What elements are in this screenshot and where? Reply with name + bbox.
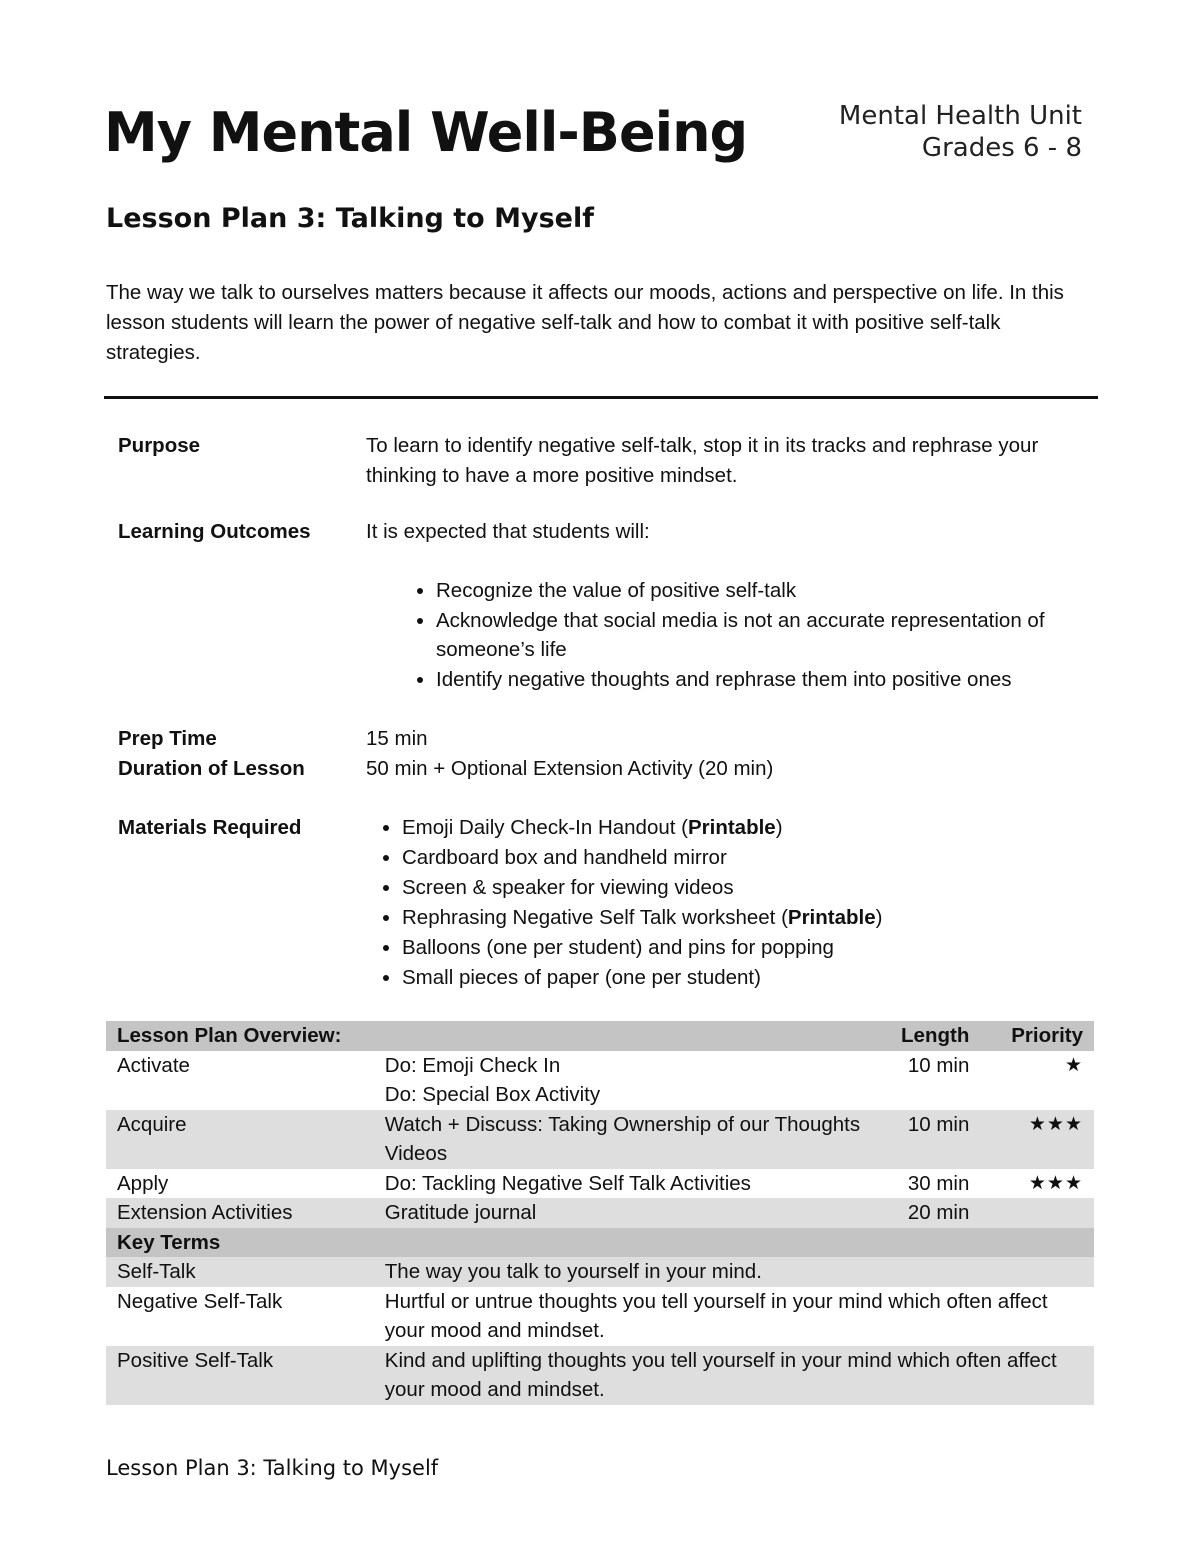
purpose-label: Purpose: [118, 434, 201, 457]
key-terms-header: Key Terms: [106, 1228, 1094, 1258]
closing-paren: ): [875, 906, 883, 929]
priority-header: Priority: [980, 1021, 1094, 1051]
list-item: • Screen & speaker for viewing videos: [402, 873, 1122, 903]
activity-line: Do: Emoji Check In: [384, 1053, 561, 1077]
priority-stars: ★: [1064, 1053, 1083, 1076]
overview-header: Lesson Plan Overview:: [106, 1021, 873, 1051]
table-header-row: [106, 1228, 1094, 1258]
page-title: My Mental Well-Being: [104, 101, 748, 164]
unit-name: Mental Health Unit: [838, 101, 1082, 131]
table-row: [106, 1110, 1094, 1169]
materials-label: Materials Required: [118, 816, 302, 839]
activity-cell: [373, 1051, 873, 1110]
outcomes-intro: It is expected that students will:: [366, 520, 650, 543]
definition-cell: The way you talk to yourself in your mind.: [373, 1257, 1094, 1287]
definition-cell: Hurtful or untrue thoughts you tell yourself in your mind which often affect your mood and mindset.: [384, 1289, 1048, 1342]
table-row: [106, 1169, 1094, 1199]
length-cell: 20 min: [873, 1198, 981, 1228]
purpose-text: To learn to identify negative self-talk, stop it in its tracks and rephrase your thinking to have a more positive mindset.: [366, 434, 1039, 487]
term-cell: Positive Self-Talk: [106, 1346, 373, 1405]
printable-link[interactable]: Printable: [787, 906, 876, 929]
list-item: • Small pieces of paper (one per student): [402, 963, 1122, 993]
priority-stars: [980, 1198, 1094, 1228]
phase-cell: Extension Activities: [106, 1198, 373, 1228]
table-row: [106, 1346, 1094, 1405]
list-item: • Cardboard box and handheld mirror: [402, 843, 1122, 873]
material-text: Emoji Daily Check-In Handout (: [402, 816, 688, 839]
duration-label: Duration of Lesson: [118, 757, 305, 780]
prep-time-label: Prep Time: [118, 727, 217, 750]
lesson-title: Lesson Plan 3: Talking to Myself: [106, 203, 594, 234]
activity-line: Do: Special Box Activity: [384, 1083, 601, 1106]
closing-paren: ): [775, 816, 783, 839]
activity-cell: Gratitude journal: [373, 1198, 873, 1228]
list-item: [402, 903, 1122, 933]
duration-value: 50 min + Optional Extension Activity (20 min): [366, 757, 774, 780]
printable-link[interactable]: Printable: [687, 816, 776, 839]
list-item: [402, 813, 1122, 843]
length-cell: 10 min: [907, 1053, 970, 1077]
outcomes-list: [404, 576, 1116, 694]
term-cell: Self-Talk: [106, 1257, 373, 1287]
prep-time-value: 15 min: [366, 727, 428, 750]
list-item: • Acknowledge that social media is not an accurate representation of someone’s life: [436, 606, 1116, 665]
section-divider: [104, 396, 1098, 399]
definition-cell: Kind and uplifting thoughts you tell yourself in your mind which often affect your mood and mindset.: [373, 1346, 1094, 1405]
lesson-overview-table: [106, 1021, 1094, 1405]
table-row: [106, 1257, 1094, 1287]
activity-cell: Do: Tackling Negative Self Talk Activities: [384, 1171, 751, 1195]
materials-list: [366, 813, 1122, 993]
page-footer: Lesson Plan 3: Talking to Myself: [106, 1456, 439, 1480]
list-item: • Balloons (one per student) and pins for popping: [402, 933, 1122, 963]
phase-cell: Apply: [117, 1171, 169, 1195]
lesson-intro: The way we talk to ourselves matters because it affects our moods, actions and perspective on life. In this lesson students will learn the power of negative self-talk and how to combat it with positive self-talk strategies.: [106, 281, 1064, 364]
table-header-row: [106, 1021, 1094, 1051]
length-cell: 10 min: [873, 1110, 981, 1169]
priority-stars: ★★★: [1028, 1171, 1083, 1194]
table-row: [106, 1198, 1094, 1228]
material-text: Rephrasing Negative Self Talk worksheet (: [402, 906, 788, 929]
unit-info: [839, 100, 1082, 164]
length-header: Length: [873, 1021, 981, 1051]
list-item: • Identify negative thoughts and rephrase them into positive ones: [436, 665, 1116, 695]
phase-cell: Acquire: [106, 1110, 373, 1169]
term-cell: Negative Self-Talk: [117, 1289, 283, 1313]
activity-cell: Watch + Discuss: Taking Ownership of our Thoughts Videos: [373, 1110, 873, 1169]
table-row: [106, 1287, 1094, 1346]
outcomes-label: Learning Outcomes: [118, 520, 311, 543]
list-item: • Recognize the value of positive self-talk: [436, 576, 1116, 606]
phase-cell: Activate: [117, 1053, 190, 1077]
length-cell: 30 min: [907, 1171, 970, 1195]
grade-range: Grades 6 - 8: [921, 133, 1082, 163]
priority-stars: ★★★: [980, 1110, 1094, 1169]
table-row: [106, 1051, 1094, 1110]
